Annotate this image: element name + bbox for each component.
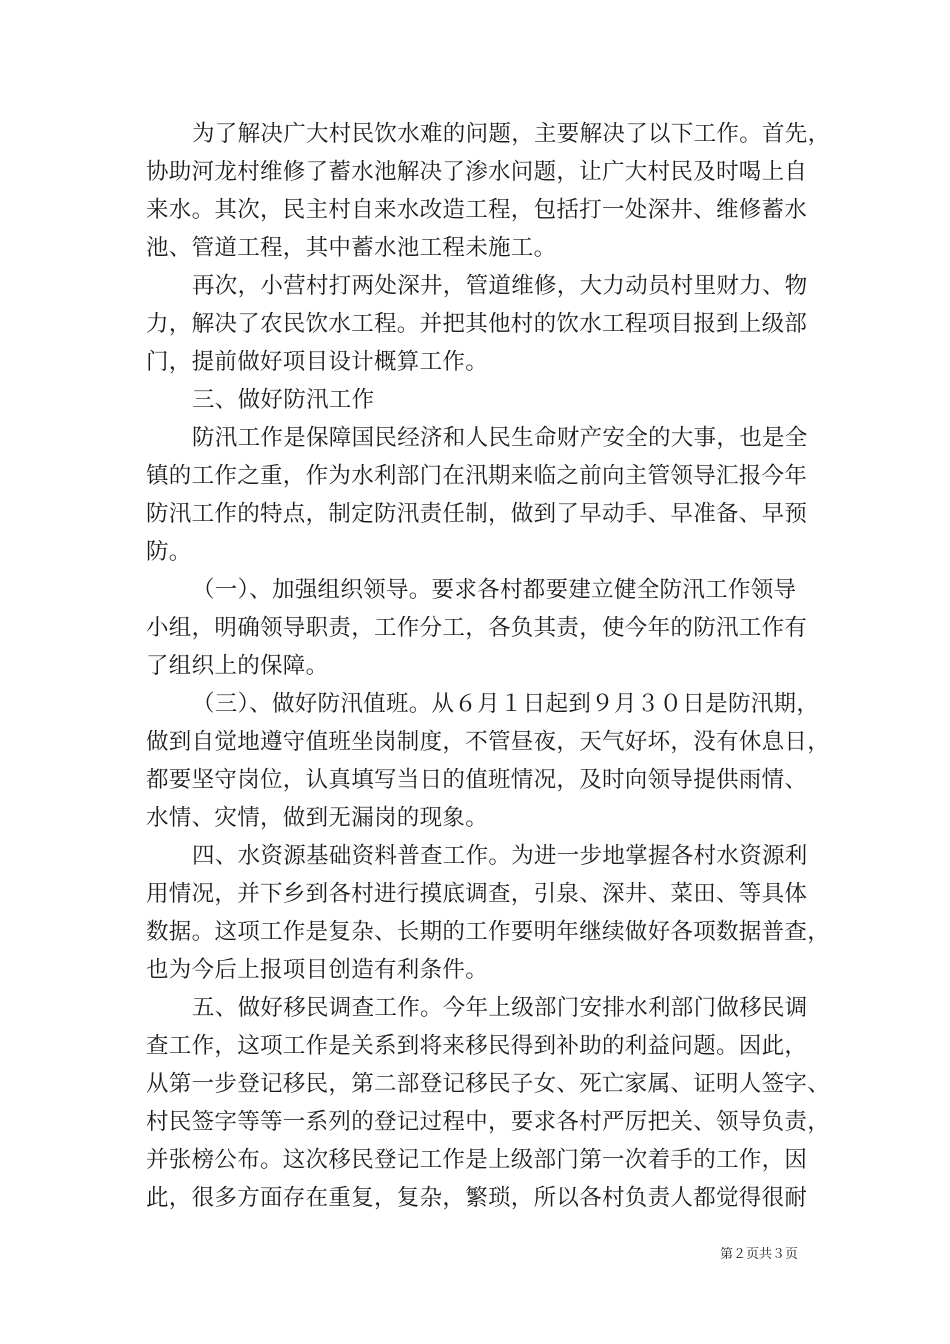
text-line: 此，很多方面存在重复，复杂，繁琐，所以各村负责人都觉得很耐 bbox=[146, 1185, 808, 1211]
text-line: 村民签字等等一系列的登记过程中，要求各村严厉把关、领导负责， bbox=[146, 1109, 831, 1135]
page-number: 第２页共３页 bbox=[719, 1247, 798, 1262]
text-line: 五、做好移民调查工作。今年上级部门安排水利部门做移民调 bbox=[192, 995, 808, 1021]
text-line: 了组织上的保障。 bbox=[146, 653, 329, 679]
text-line: （一）、加强组织领导。要求各村都要建立健全防汛工作领导 bbox=[192, 577, 797, 603]
text-line: 用情况，并下乡到各村进行摸底调查，引泉、深井、菜田、等具体 bbox=[146, 881, 808, 907]
text-line: 做到自觉地遵守值班坐岗制度，不管昼夜，天气好坏，没有休息日， bbox=[146, 729, 831, 755]
text-line: 为了解决广大村民饮水难的问题，主要解决了以下工作。首先， bbox=[192, 121, 831, 147]
text-line: 防汛工作是保障国民经济和人民生命财产安全的大事，也是全 bbox=[192, 425, 808, 451]
text-line: 都要坚守岗位，认真填写当日的值班情况，及时向领导提供雨情、 bbox=[146, 767, 808, 793]
text-line: 查工作，这项工作是关系到将来移民得到补助的利益问题。因此， bbox=[146, 1033, 808, 1059]
text-line: 四、水资源基础资料普查工作。为进一步地掌握各村水资源利 bbox=[192, 843, 808, 869]
text-line: 镇的工作之重，作为水利部门在汛期来临之前向主管领导汇报今年 bbox=[146, 463, 808, 489]
text-line: 防。 bbox=[146, 539, 192, 565]
text-line: 来水。其次，民主村自来水改造工程，包括打一处深井、维修蓄水 bbox=[146, 197, 808, 223]
text-line: 数据。这项工作是复杂、长期的工作要明年继续做好各项数据普查， bbox=[146, 919, 831, 945]
text-line: 水情、灾情，做到无漏岗的现象。 bbox=[146, 805, 489, 831]
text-line: 小组，明确领导职责，工作分工，各负其责，使今年的防汛工作有 bbox=[146, 615, 808, 641]
text-line: 门，提前做好项目设计概算工作。 bbox=[146, 349, 489, 375]
text-line: 从第一步登记移民，第二部登记移民子女、死亡家属、证明人签字、 bbox=[146, 1071, 831, 1097]
text-line: 协助河龙村维修了蓄水池解决了渗水问题，让广大村民及时喝上自 bbox=[146, 159, 808, 185]
text-line: 再次，小营村打两处深井，管道维修，大力动员村里财力、物 bbox=[192, 273, 808, 299]
text-line: （三）、做好防汛值班。从６月１日起到９月３０日是防汛期， bbox=[192, 691, 820, 717]
text-line: 池、管道工程，其中蓄水池工程未施工。 bbox=[146, 235, 557, 261]
text-line: 也为今后上报项目创造有利条件。 bbox=[146, 957, 489, 983]
text-line: 力，解决了农民饮水工程。并把其他村的饮水工程项目报到上级部 bbox=[146, 311, 808, 337]
text-line: 防汛工作的特点，制定防汛责任制，做到了早动手、早准备、早预 bbox=[146, 501, 808, 527]
text-line: 并张榜公布。这次移民登记工作是上级部门第一次着手的工作，因 bbox=[146, 1147, 808, 1173]
section-heading: 三、做好防汛工作 bbox=[192, 387, 375, 413]
